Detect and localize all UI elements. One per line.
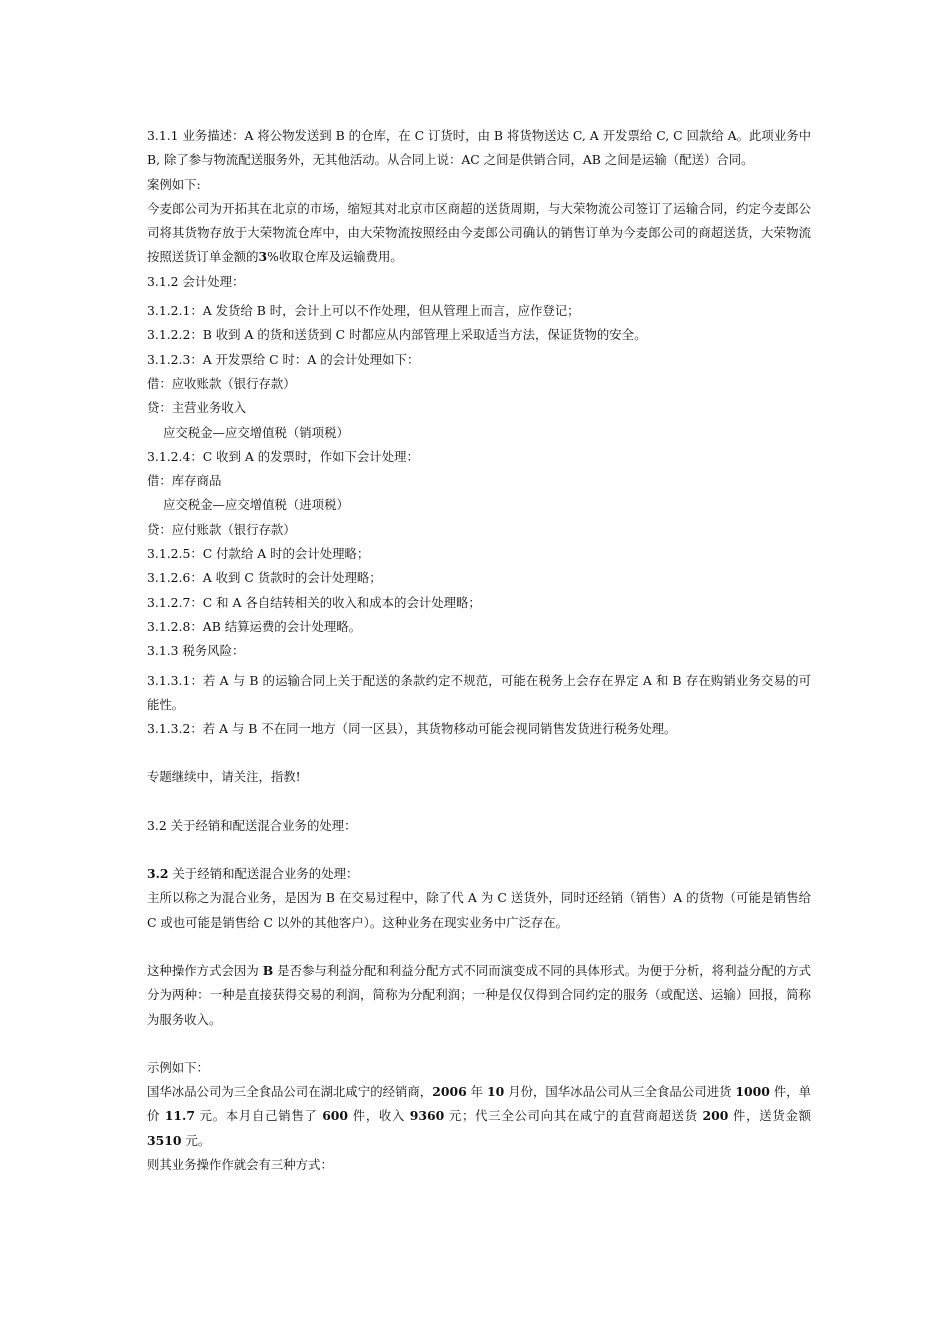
paragraph-profit-split: 这种操作方式会因为 B 是否参与利益分配和利益分配方式不同而演变成不同的具体形式。为便于分析，将利益分配的方式分为两种：一种是直接获得交易的利润，简称为分配利润；一种是仅仅得到合同约定的服务（或配送、运输）回报，简称为服务收入。	[147, 962, 811, 1027]
journal-credit-2: 应交税金—应交增值税（销项税）	[163, 424, 349, 440]
section-3-1-1: 3.1.1 业务描述：A 将公物发送到 B 的仓库，在 C 订货时，由 B 将货物送达 C, A 开发票给 C, C 回款给 A。此项业务中 B, 除了参与物流配送服务外，无其他活动。从合同上说：AC 之间是供销合同，AB 之间是运输（配送）合同。	[147, 128, 811, 168]
item-3-1-2-7: 3.1.2.7：C 和 A 各自结转相关的收入和成本的会计处理略；	[147, 594, 481, 610]
item-3-1-2-6: 3.1.2.6：A 收到 C 货款时的会计处理略；	[147, 570, 382, 586]
journal-debit-2: 借：库存商品	[147, 473, 222, 489]
case-title: 案例如下:	[147, 176, 201, 192]
item-3-1-2-2: 3.1.2.2：B 收到 A 的货和送货到 C 时都应从内部管理上采取适当方法，保证货物的安全。	[147, 327, 647, 343]
section-3-1-2: 3.1.2 会计处理：	[147, 273, 245, 289]
journal-debit-3: 应交税金—应交增值税（进项税）	[163, 497, 349, 513]
note: 专题继续中，请关注，指教!	[147, 769, 301, 785]
journal-credit-1: 贷：主营业务收入	[147, 400, 247, 416]
section-3-2-heading-bold: 3.2 关于经销和配送混合业务的处理：	[147, 866, 359, 882]
item-3-1-3-1: 3.1.3.1：若 A 与 B 的运输合同上关于配送的条款约定不规范，可能在税务上会存在界定 A 和 B 存在购销业务交易的可能性。	[147, 672, 811, 712]
item-3-1-2-5: 3.1.2.5：C 付款给 A 时的会计处理略；	[147, 546, 370, 562]
section-3-1-3: 3.1.3 税务风险：	[147, 643, 245, 659]
item-3-1-2-3: 3.1.2.3：A 开发票给 C 时：A 的会计处理如下：	[147, 351, 420, 367]
section-3-2-heading: 3.2 关于经销和配送混合业务的处理：	[147, 817, 357, 833]
journal-credit-3: 贷：应付账款（银行存款）	[147, 521, 296, 537]
item-3-1-2-1: 3.1.2.1：A 发货给 B 时，会计上可以不作处理，但从管理上而言，应作登记；	[147, 303, 580, 319]
case-body: 今麦郎公司为开拓其在北京的市场，缩短其对北京市区商超的送货周期，与大荣物流公司签订了运输合同，约定今麦郎公司将其货物存放于大荣物流仓库中，由大荣物流按照经由今麦郎公司确认的销售订单为今麦郎公司的商超送货，大荣物流按照送货订单金额的3%收取仓库及运输费用。	[147, 200, 811, 265]
example-body: 国华冰品公司为三全食品公司在湖北咸宁的经销商，2006 年 10 月份，国华冰品公司从三全食品公司进货 1000 件，单价 11.7 元。本月自己销售了 600 件，收入 9360 元；代三全公司向其在咸宁的直营商超送货 200 件，送货金额 3510 元。	[147, 1084, 811, 1148]
document-page	[147, 124, 811, 1177]
item-3-1-2-4: 3.1.2.4：C 收到 A 的发票时，作如下会计处理：	[147, 448, 419, 464]
item-3-1-3-2: 3.1.3.2：若 A 与 B 不在同一地方（同一区县），其货物移动可能会视同销售发货进行税务处理。	[147, 721, 677, 737]
journal-debit-1: 借：应收账款（银行存款）	[147, 375, 296, 391]
last-line: 则其业务操作作就会有三种方式：	[147, 1156, 333, 1172]
section-3-2-body: 主所以称之为混合业务，是因为 B 在交易过程中，除了代 A 为 C 送货外，同时还经销（销售）A 的货物（可能是销售给 C 或也可能是销售给 C 以外的其他客户）。这种业务在现实业务中广泛存在。	[147, 890, 811, 930]
example-title: 示例如下：	[147, 1059, 209, 1075]
item-3-1-2-8: 3.1.2.8：AB 结算运费的会计处理略。	[147, 618, 362, 634]
